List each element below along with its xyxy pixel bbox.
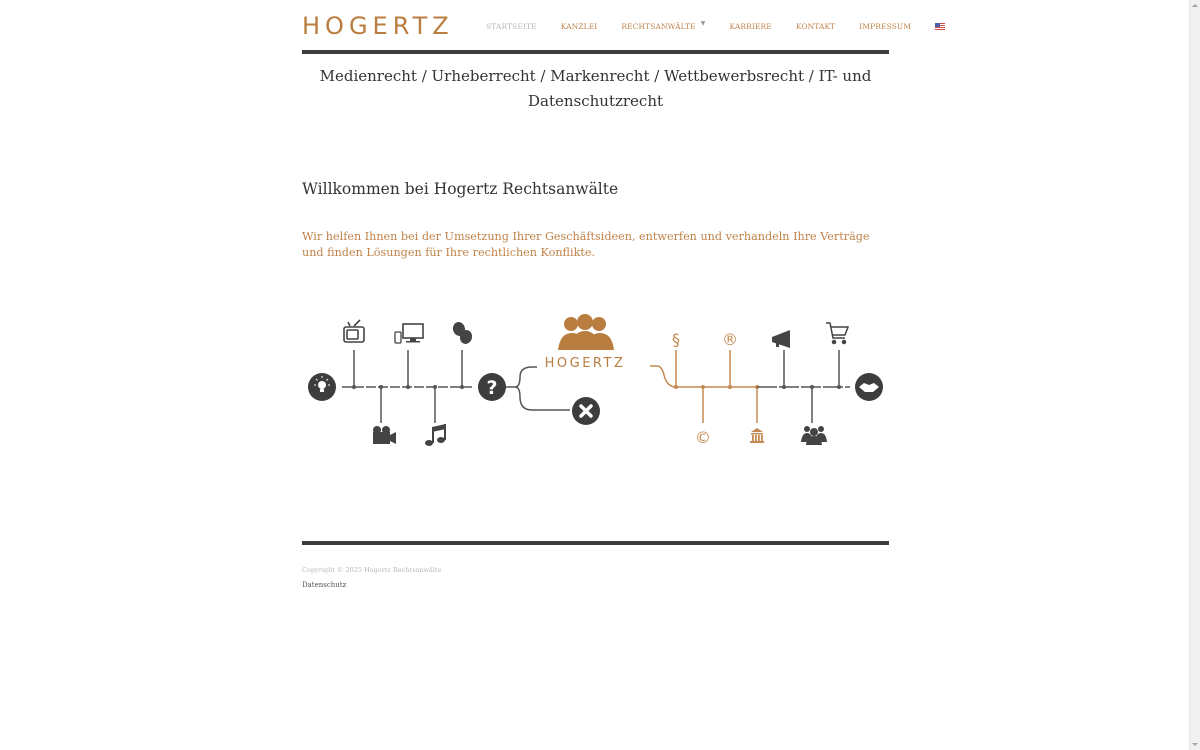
section-sign-icon: § xyxy=(672,330,680,349)
svg-text:?: ? xyxy=(486,377,498,399)
scroll-up-icon[interactable] xyxy=(1192,4,1198,7)
close-icon xyxy=(572,397,600,425)
header-divider xyxy=(302,50,889,54)
us-flag-icon[interactable] xyxy=(935,23,945,30)
nav-item-kanzlei[interactable]: KANZLEI xyxy=(560,21,598,31)
bank-icon xyxy=(750,428,764,443)
music-note-icon xyxy=(425,424,446,446)
main-nav xyxy=(486,21,945,31)
copyright-text: Copyright © 2025 Hogertz Rechtsanwälte xyxy=(302,566,442,574)
header xyxy=(302,0,912,50)
nav-item-kontakt[interactable]: KONTAKT xyxy=(795,21,836,31)
registered-icon: ® xyxy=(722,330,738,349)
footer-divider xyxy=(302,541,889,545)
vertical-scrollbar[interactable] xyxy=(1189,0,1200,750)
process-diagram xyxy=(302,305,892,455)
group-icon xyxy=(801,426,827,445)
nav-item-rechtsanwaelte[interactable] xyxy=(621,19,706,31)
handshake-icon xyxy=(855,373,883,401)
logo[interactable]: HOGERTZ xyxy=(302,12,454,40)
question-icon xyxy=(478,373,506,401)
nav-item-impressum[interactable]: IMPRESSUM xyxy=(859,21,912,31)
intro-text: Wir helfen Ihnen bei der Umsetzung Ihrer Geschäftsideen, entwerfen und verhandeln Ihre Verträge und finden Lösungen für Ihre rechtlichen Konflikte. xyxy=(302,230,870,259)
team-logo-icon xyxy=(558,314,614,350)
megaphone-icon xyxy=(772,330,790,348)
scroll-down-icon[interactable] xyxy=(1192,743,1198,746)
shopping-cart-icon xyxy=(826,323,848,344)
diagram-brand-label: HOGERTZ xyxy=(544,356,626,371)
nav-item-label: RECHTSANWÄLTE xyxy=(621,21,696,31)
video-camera-icon xyxy=(373,426,396,444)
nav-item-karriere[interactable]: KARRIERE xyxy=(729,21,772,31)
tagline: Medienrecht / Urheberrecht / Markenrecht / Wettbewerbsrecht / IT- und Datenschutzrecht xyxy=(319,67,872,110)
devices-icon xyxy=(395,324,423,343)
lightbulb-icon xyxy=(308,373,336,401)
tv-icon xyxy=(344,320,364,342)
left-timeline xyxy=(342,350,570,423)
privacy-link[interactable]: Datenschutz xyxy=(302,581,347,589)
copyright-icon: © xyxy=(695,428,711,447)
theater-masks-icon xyxy=(451,321,473,346)
page xyxy=(302,0,912,589)
page-title: Willkommen bei Hogertz Rechtsanwälte xyxy=(302,180,619,198)
chevron-down-icon: ▼ xyxy=(700,19,706,27)
nav-item-startseite[interactable]: STARTSEITE xyxy=(486,21,537,31)
